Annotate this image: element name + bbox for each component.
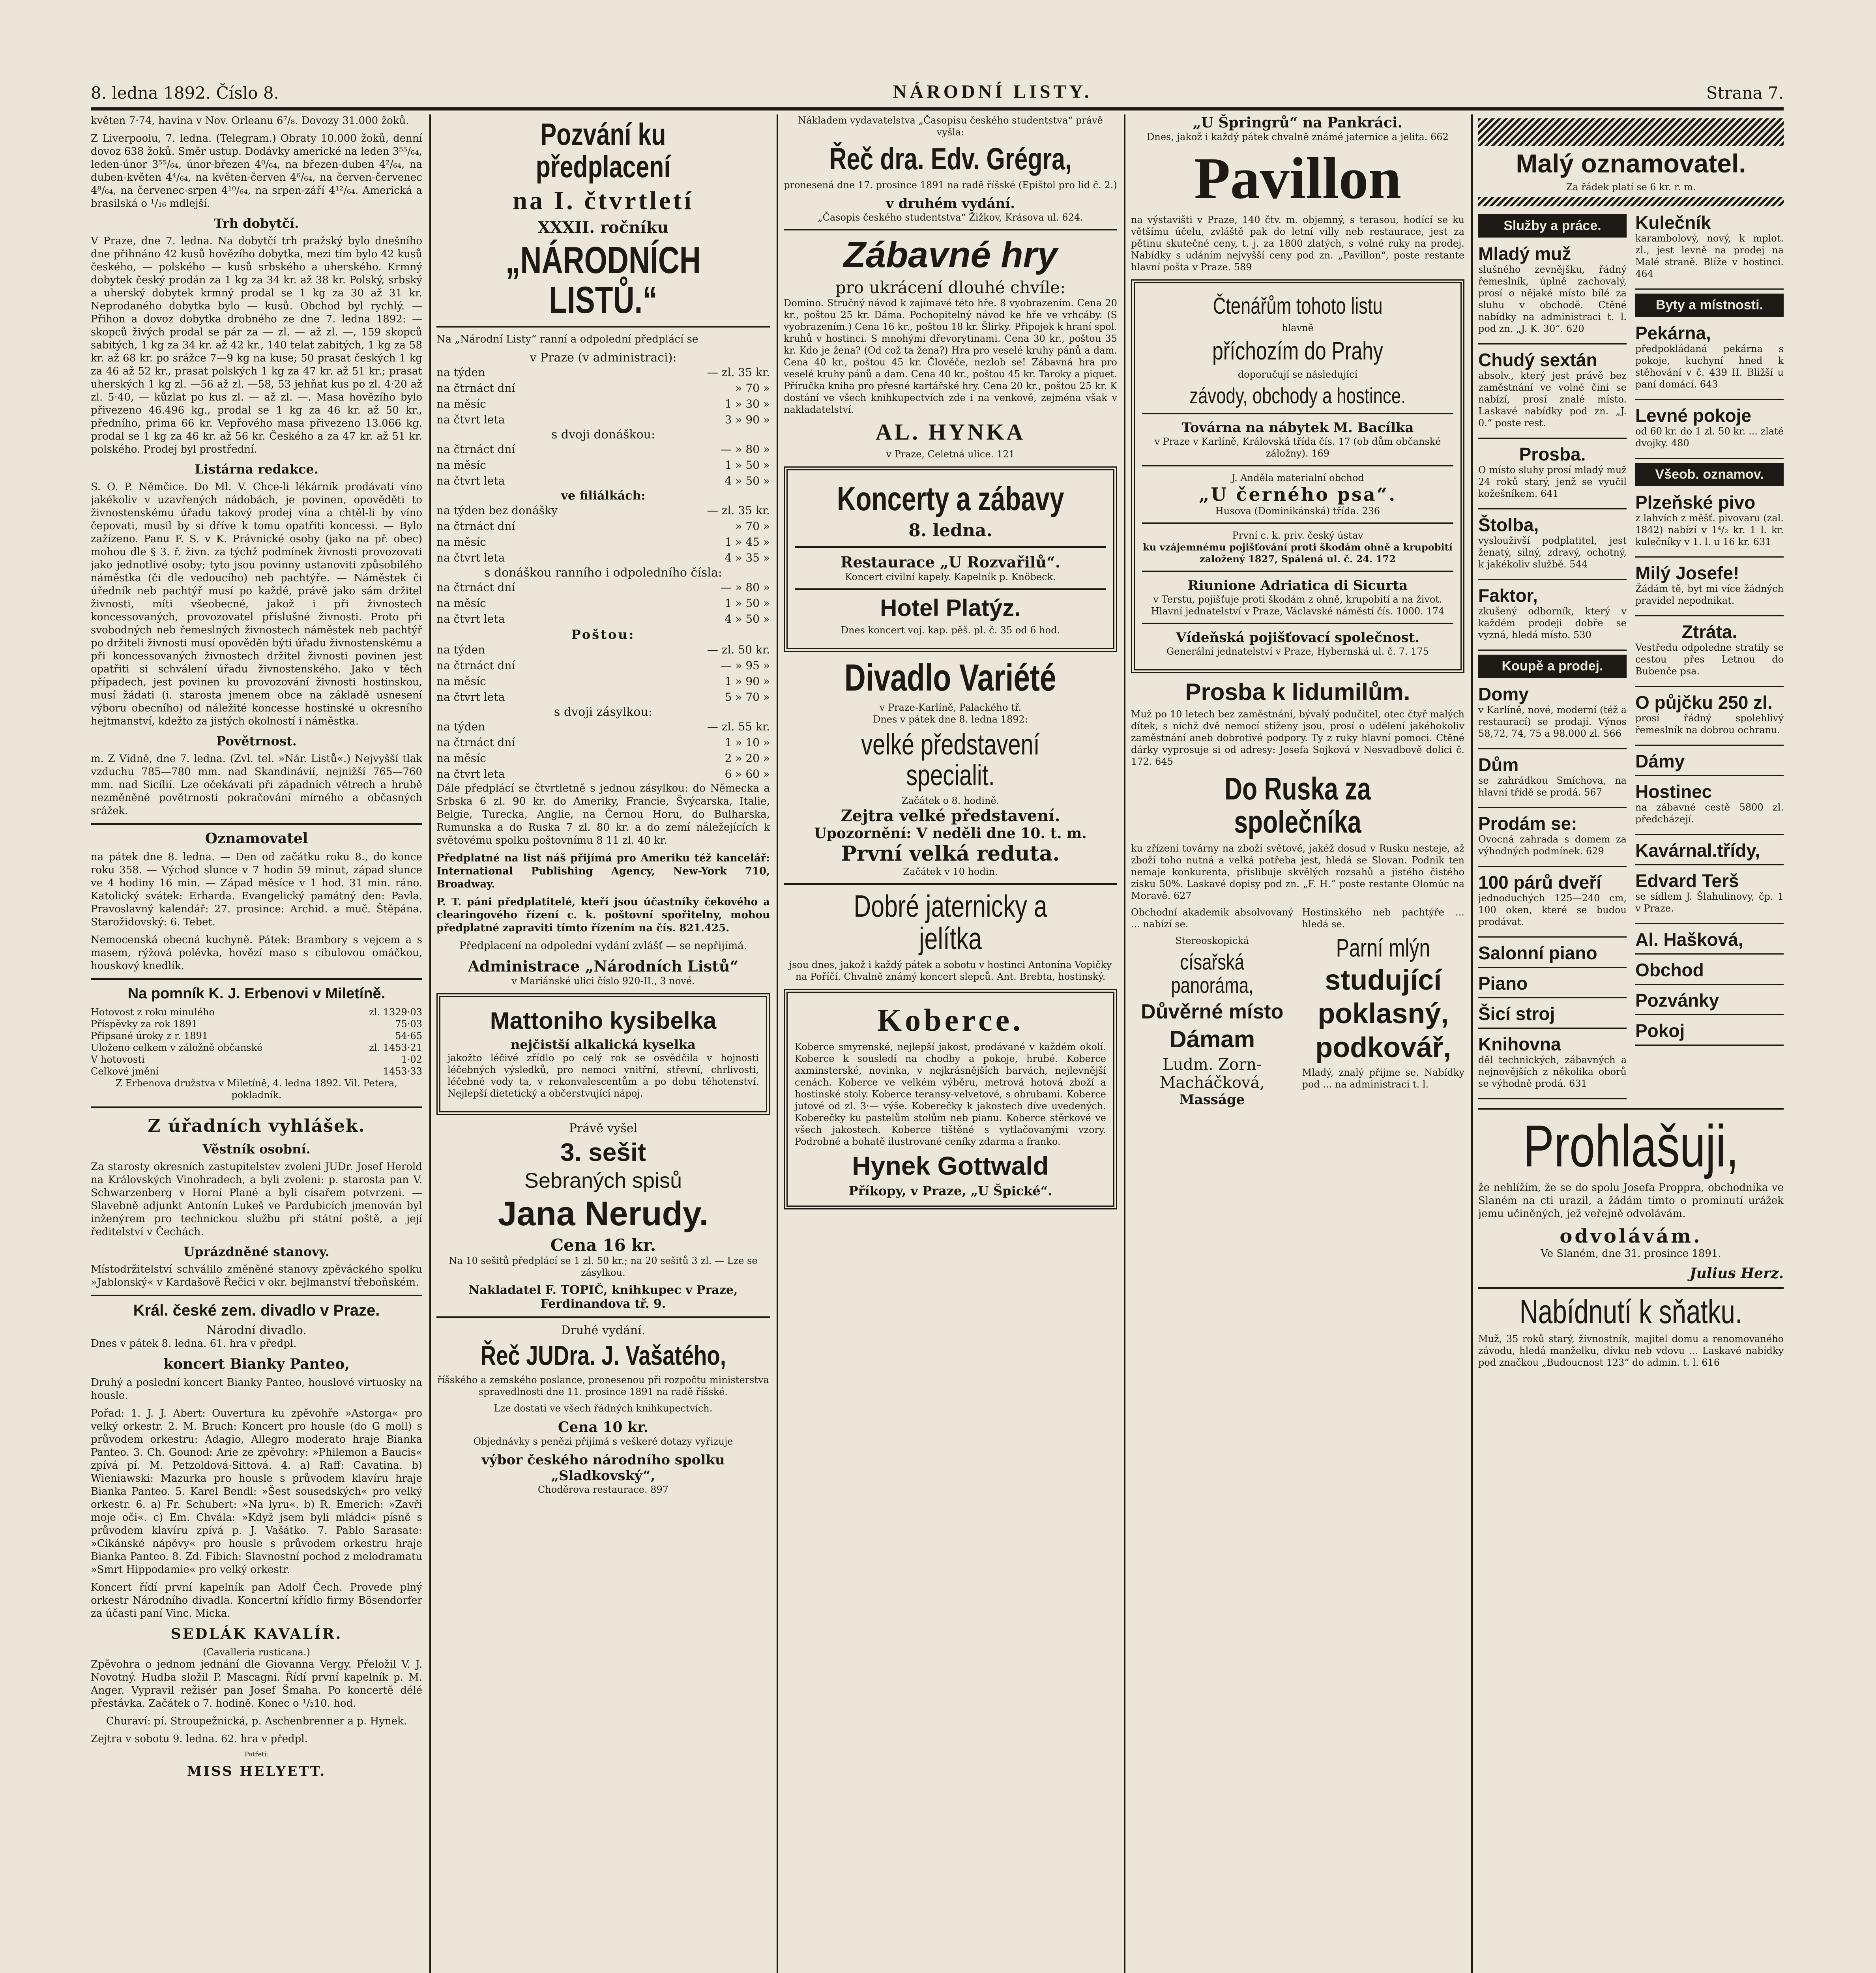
classified-ad: Levné pokoje od 60 kr. do 1 zl. 50 kr. ... zlaté dvojky. 480 — [1635, 403, 1784, 459]
price-row: na čtrnáct dní — » 95 » — [436, 659, 770, 672]
classified-ad: Chudý sextán absolv., který jest právě bez zaměstnání ve volné čini se nabízí, prosí znalé místo. Laskavé nabídky pod zn. „J. 0.“ poste rest. — [1478, 348, 1627, 439]
paragraph: P. T. páni předplatitelé, kteří jsou účastníky čekového a clearingového řízení c. k. poštovní spořitelny, mohou předplatné zapraviti tímto řízením na čís. 821.425. — [436, 896, 770, 934]
ornament — [1478, 118, 1784, 146]
price-row: na měsíc 1 » 50 » — [436, 458, 770, 472]
classified-ad: Štolba, vyslouživší podplatitel, jest ženatý, silný, zdravý, ochotný, k jakékoliv službě. 544 — [1478, 513, 1627, 580]
paragraph: Zejtra v sobotu 9. ledna. 62. hra v předpl. — [91, 1733, 308, 1745]
column-classifieds — [1478, 114, 1784, 1973]
price-row: na čtrnáct dní 1 » 10 » — [436, 736, 770, 749]
classified-ad: O půjčku 250 zl. prosí řádný spolehlivý řemeslník na dobrou ochranu. — [1635, 690, 1784, 746]
ad-publisher: AL. HYNKA — [875, 419, 1026, 445]
section-heading: Na pomník K. J. Erbenovi v Miletíně. — [127, 985, 386, 1002]
ad-title: 3. sešit — [560, 1138, 646, 1166]
play-title: MISS HELYETT. — [187, 1763, 326, 1779]
ad-address: v Praze, Celetná ulice. 121 — [886, 449, 1015, 460]
theatre-subtitle: Národní divadlo. — [206, 1323, 307, 1337]
divider — [1142, 413, 1453, 414]
ad-text: pronesená dne 17. prosince 1891 na radě říšské (Epištol pro lid č. 2.) — [784, 179, 1117, 191]
price-row: na čtrnáct dní » 70 » — [436, 381, 770, 395]
paragraph: Z Liverpoolu, 7. ledna. (Telegram.) Obraty 10.000 žoků, denní dovoz 638 žoků. Směr ustup. Dodávky americké na leden 3⁵⁵/₆₄, leden-únor 3⁵⁵/₆₄, únor-březen 4⁰/₆₄, na březen-duben 4²/₆₄, na duben-květen 4⁴/₆₄, na květen-červen 4⁶/₆₄, na červen-červenec 4⁸/₆₄, na červenec-srpen 4¹⁰/₆₄, na srpen-září 4¹²/₆₄. Americká a brasilská o ¹/₁₆ mdlejší. — [91, 133, 422, 210]
price-row: na čtvrt leta 4 » 50 » — [436, 612, 770, 625]
column-ads-1 — [784, 114, 1117, 1973]
ad-text: říšského a zemského poslance, pronesenou při rozpočtu ministerstva spravedlnosti dne 11. prosince 1891 na radě říšské. — [437, 1374, 769, 1398]
ad-subtitle: Ludm. Zorn-Macháčková, — [1159, 1055, 1265, 1092]
ad-title: Prohlašuji, — [1523, 1113, 1739, 1179]
ad-text: ku zřízení továrny na zboží světové, jakéž dosud v Rusku nesteje, až zboží toho nutná a velká potřeba jest, hledá se Slovan. Podnik ten nemaje konkurenta, přislibuje skvělých rozsahů a jistého čistého zisku 50%. Laskavé dopisy pod zn. „F. H.“ poste restante Olomúc na Moravě. 627 — [1131, 843, 1464, 902]
price-row: na čtvrt leta 3 » 90 » — [436, 413, 770, 426]
divider — [91, 1106, 422, 1108]
category-label: Koupě a prodej. — [1478, 655, 1627, 678]
section-heading: Listárna redakce. — [195, 462, 318, 477]
price-row: na čtrnáct dní — » 80 » — [436, 442, 770, 456]
ad-text: Začátek v 10 hodin. — [903, 866, 998, 877]
ad-text: Ve Slaném, dne 31. prosince 1891. — [1541, 1247, 1721, 1260]
divider — [1142, 623, 1453, 624]
price-row: na čtrnáct dní » 70 » — [436, 519, 770, 533]
ad-text: Začátek o 8. hodině. — [901, 795, 1000, 806]
ad-title: Důvěrné místo — [1141, 1000, 1284, 1023]
ad-subtitle: velké představení specialit. — [861, 728, 1040, 792]
classified-ad: Piano — [1478, 971, 1627, 998]
ad-concerts — [784, 466, 1117, 651]
ad-title: závody, obchody a hostince. — [1189, 383, 1406, 408]
ad-text: Zejtra velké představení. — [841, 806, 1060, 825]
ad-title: Zábavné hry — [843, 234, 1058, 275]
ad-text: doporučují se následující — [1238, 369, 1358, 380]
ad-text: Mladý, znalý přijme se. Nabídky pod ... na administraci t. l. — [1302, 1067, 1464, 1090]
paragraph: Místodržitelství schválilo změněné stanovy zpěváckého spolku »Jablonský« v Kardašově Řečici v okr. bejlmanství třeboňském. — [91, 1264, 422, 1288]
ad-text: že nehlížím, že se do spolu Josefa Proppra, obchodníka ve Slaném na cti urazil, a žádám tímto o prominutí urážek jemu učiněných, jež veřejně odvolávám. — [1478, 1181, 1784, 1220]
ad-text: Nákladem vydavatelstva „Časopisu českého studentstva“ právě vyšla: — [798, 115, 1103, 138]
ad-title: Dobré jaternicky a jelítka — [854, 888, 1047, 956]
ad-title: Jana Nerudy. — [498, 1194, 709, 1233]
venue-text: Dnes koncert voj. kap. pěš. pl. č. 35 od 6 hod. — [841, 624, 1060, 636]
ad-subtitle: XXXII. ročníku — [537, 218, 669, 237]
price-section: s dvoji zásylkou: — [554, 705, 652, 719]
paragraph: Dále předplácí se čtvrtletně s jednou zásylkou: do Německa a Srbska 6 zl. 90 kr. do Ameriky, Francie, Švýcarska, Italie, Belgie, Turecka, Anglie, na Černou Horu, do Bulharska, Rumunska a do Ruska 7 zl. 80 kr. a do zemí náležejících k světovému spolku poštovnímu 8 11 zl. 40 kr. — [436, 782, 770, 846]
price-section: s dvoji donáškou: — [551, 427, 655, 442]
paragraph: Dnes v pátek 8. ledna. 61. hra v předpl. — [91, 1338, 297, 1350]
ad-text: Hostinského neb pachtýře ... hledá se. — [1302, 907, 1464, 930]
classified-ad: Prosba. O místo sluhy prosí mladý muž 24 roků starý, jenž se vyučil kožešníkem. 641 — [1478, 442, 1627, 509]
signature: Z Erbenova družstva v Miletíně, 4. ledna 1892. Vil. Petera, pokladník. — [116, 1078, 397, 1101]
price-row: na čtvrt leta 6 » 60 » — [436, 767, 770, 781]
price-row: na týden — zl. 50 kr. — [436, 643, 770, 656]
section-heading: Povětrnost. — [216, 734, 297, 749]
ad-subtitle: v druhém vydání. — [886, 195, 1015, 212]
price-row: na měsíc 1 » 30 » — [436, 397, 770, 410]
classified-ad: Mladý muž slušného zevnějšku, řádný řemeslník, úplně zachovalý, prosí o nějaké místo bílé za sluhu v obchodě. Ctěné nabídky na administraci t. l. pod zn. „J. K. 30“. 620 — [1478, 241, 1627, 344]
divider — [91, 978, 422, 980]
classified-ad: Dámy — [1635, 749, 1784, 776]
opera-subtitle: (Cavalleria rusticana.) — [203, 1647, 310, 1658]
classified-ad: Šicí stroj — [1478, 1001, 1627, 1029]
price-section: ve filiálkách: — [561, 489, 646, 503]
header-left: 8. ledna 1892. Číslo 8. — [91, 83, 279, 103]
section-subtitle: Za řádek platí se 6 kr. r. m. — [1566, 182, 1696, 193]
paragraph: m. Z Vídně, dne 7. ledna. (Zvl. tel. »Nár. Listů«.) Nejvyšší tlak vzduchu 785—780 mm. nad Skandinávií, nejnižší 765—760 mm. nad Sicílií. Lze očekávati při západních větrech a hrubě nezměněné povětrnosti pokračování mírného a občasných srážek. — [91, 753, 422, 817]
column-divider — [1471, 114, 1473, 1973]
classified-ad: Kulečník karambolový, nový, k mplot. zl., jest levně na prodej na Malé straně. Blíže v hostinci. 464 — [1635, 210, 1784, 290]
classified-ad: Dům se zahrádkou Smíchova, na hlavní třídě se prodá. 567 — [1478, 753, 1627, 808]
ad-kicker: Druhé vydání. — [561, 1323, 646, 1337]
column-news — [91, 114, 422, 1973]
ad-title: Řeč dra. Edv. Grégra, — [829, 141, 1072, 176]
ad-text: Domino. Stručný návod k zajímavé této hře. 8 vyobrazením. Cena 20 kr., poštou 25 kr. Dáma. Pochopitelný návod ke hře ve vrhcáby. (S vyobrazením.) Cena 16 kr., poštou 18 kr. Šlirky. Připojek k hraní spol. kruhů v hostinci. S mnohými dřevorytinami. Cena 30 kr., poštou 35 kr. Kdo je žena? (Od což ta žena?) Hra pro veselé kruhy pánů a dam. Cena 40 kr., poštou 45 kr. Člověče, nezlob se! Zábavná hra pro veselé kruhy pánů a dam. Cena 40 kr., poštou 45 kr. Taroky a piquet. Příručka kniha pro přesné kartářské hry. Cena 20 kr., poštou 25 kr. K dostání ve všech knihkupectvích zde i na venkově, zejména však v nakladatelství. — [784, 298, 1117, 416]
page-header — [91, 71, 1784, 103]
price-row: na měsíc 1 » 90 » — [436, 674, 770, 688]
paragraph: na pátek dne 8. ledna. — Den od začátku roku 8., do konce roku 358. — Východ slunce v 7 hodin 59 minut, západ slunce ve 4 hodiny 16 min. — Západ měsíce v 1 hod. 31 min. ráno. Katolický svátek: Erharda. Evangelický památný den: Pavla. Pravoslavný kalendář: 27. prosince: Archid. a muč. Štěpána. Starožidovský: 6. Tebet. — [91, 851, 422, 928]
price-row: na měsíc 1 » 50 » — [436, 596, 770, 610]
classified-ad: Milý Josefe! Žádám tě, byt mi více žádných pravidel nepodnikat. — [1635, 561, 1784, 616]
ad-publisher: Nakladatel F. TOPIČ, knihkupec v Praze, Ferdinandova tř. 9. — [468, 1283, 738, 1311]
sub-heading: Uprázdněné stanovy. — [183, 1244, 330, 1259]
classified-ad: Knihovna děl technických, zábavných a nejnovějších z několika oborů se výhodně prodá. 631 — [1478, 1032, 1627, 1099]
paragraph: Druhý a poslední koncert Bianky Panteo, houslové virtuosky na housle. — [91, 1377, 422, 1402]
category-label: Služby a práce. — [1478, 214, 1627, 238]
ad-subtitle: nejčistší alkalická kyselka — [511, 1037, 696, 1052]
column-ads-2 — [1131, 114, 1464, 1973]
header-rule — [91, 107, 1784, 110]
ad-text: Lze dostati ve všech řádných knihkupectvích. — [494, 1403, 713, 1414]
listing-text: ku vzájemnému pojišťování proti škodám ohně a krupobití založený 1827, Spálená ul. č. 24. 172 — [1143, 541, 1453, 565]
column-divider — [777, 114, 778, 1973]
price-row: na čtrnáct dní — » 80 » — [436, 580, 770, 594]
ad-address: Příkopy, v Praze, „U Špické“. — [848, 1183, 1052, 1198]
divider — [436, 326, 770, 328]
divider — [784, 229, 1117, 230]
ad-title: císařská panoráma, — [1171, 949, 1254, 998]
ad-directory — [1131, 279, 1464, 674]
ad-title: podkovář, — [1315, 1031, 1451, 1063]
classified-ad: Ztráta. Vestředu odpoledne stratily se cestou přes Letnou do Bubenče psa. — [1635, 620, 1784, 687]
ad-subtitle: Sebraných spisů — [524, 1168, 682, 1192]
classified-ad: Pekárna, předpokládaná pekárna s pokoje, kuchyní hned k stěhování v č. 439 II. Bližší u paní domácí. 643 — [1635, 321, 1784, 400]
paragraph: Nemocenská obecná kuchyně. Pátek: Brambory s vejcem a s masem, rýžová polévka, hovězí maso s cibulovou omáčkou, houskový knedlík. — [91, 934, 422, 972]
column-subscription — [436, 114, 770, 1973]
classified-ad: Plzeňské pivo z lahvích z měšť. pivovaru (zal. 1842) nabízí v 1⁴/₂ kr. 1 l. kr. kulečníky v 1. l. u 16 kr. 631 — [1635, 490, 1784, 558]
ad-text: Dnes, jakož i každý pátek chvalně známé jaternice a jelita. 662 — [1147, 131, 1449, 142]
section-heading: Trh dobytčí. — [214, 216, 299, 231]
ad-text: Koberce smyrenské, nejlepší jakost, prodávané v každém okolí. Koberce k sousledí na chodby a pokoje, hrubé. Koberce axminsterské, novinka, v nejkrásnějších barvách, nejlevnější cenách. Koberce ve velkém výběru, metrová hotová zboží a hostinské stoly. Koberce teransy-velvetové, s obrubami. Koberce jutové od zl. 3·— výše. Koberečky k jakostech díve uvedených. Koberečky ku pastelům stolům neb pianu. Koberce stěrkové ve všech jakostech. Koberce tištěné s vytlačovanými vzory. Podrobné a bohatě ilustrované ceníky zdarma a franko. — [795, 1041, 1106, 1147]
ad-title: Koncerty a zábavy — [837, 480, 1064, 518]
table-row: Hotovost z roku minulého zl. 1329·03 — [91, 1007, 422, 1018]
theatre-title: Král. české zem. divadlo v Praze. — [133, 1302, 380, 1319]
ad-text: hlavně — [1282, 322, 1314, 334]
price-row: na týden — zl. 55 kr. — [436, 720, 770, 733]
ad-title: První velká reduta. — [841, 841, 1060, 866]
ad-title: „U Špringrů“ na Pankráci. — [1193, 114, 1403, 131]
classified-ad: Hostinec na zábavné cestě 5800 zl. předcházejí. — [1635, 779, 1784, 835]
ad-text: Na 10 sešitů předplácí se 1 zl. 50 kr.; na 20 sešitů 3 zl. — Lze se zásylkou. — [449, 1255, 758, 1278]
divider — [784, 883, 1117, 885]
paragraph: Zpěvohra o jednom jednání dle Giovanna Vergy. Přeložil V. J. Novotný. Hudba složil P. Mascagni. Řídí první kapelník p. M. Anger. Vypravil režisér pan Josef Šmaha. Po koncertě délé přestávka. Začátek o 7. hodině. Konec o ¹/₂10. hod. — [91, 1659, 422, 1709]
ad-title: studující — [1325, 964, 1442, 996]
price-row: na čtvrt leta 4 » 50 » — [436, 474, 770, 487]
column-divider — [1124, 114, 1125, 1973]
listing-title: Riunione Adriatica di Sicurta — [1187, 578, 1408, 594]
ad-text: Muž po 10 letech bez zaměstnání, bývalý podučitel, otec čtyř malých dítek, s nichž dvě nemocí stiženy jsou, prosí o udělení jakéhokoliv zaměstnání aneb dobrotivé podpory. Ty z ruky hlavní pomoci. Ctěné dárky vyprosuje si od adresy: Josefa Sojková v Nesvadbově dolici č. 172. 645 — [1131, 709, 1464, 767]
listing-text: v Terstu, pojišťuje proti škodám z ohně, krupobití a na život. Hlavní jednatelství v Praze, Václavské náměstí čís. 1000. 174 — [1151, 594, 1445, 617]
venue-title: Hotel Platýz. — [880, 594, 1021, 621]
divider — [436, 1316, 770, 1318]
price-row: na čtvrt leta 4 » 35 » — [436, 551, 770, 564]
paragraph: Za starosty okresních zastupitelstev zvoleni JUDr. Josef Herold na Královských Vinohradech, a byli zvoleni: p. starosta pan V. Schwarzenberg v Horní Plané a byli císařem potvrzeni. — Slavebně adjunkt Antonín Lukeš ve Pardubicích jmenován byl inženýrem pro technickou službu při státní poště, a její ředitelství v Čechách. — [91, 1161, 422, 1238]
ad-emphasis: odvolávám. — [1560, 1225, 1702, 1247]
ad-date: 8. ledna. — [908, 520, 992, 541]
category-label: Všeob. oznamov. — [1635, 463, 1784, 486]
classified-ad: Prodám se: Ovocná zahrada s domem za výhodných podmínek. 629 — [1478, 811, 1627, 867]
ad-text: „Časopis českého studentstva“ Žižkov, Krásova ul. 624. — [818, 212, 1083, 223]
classified-ad: Salonní piano — [1478, 941, 1627, 968]
section-heading: Oznamovatel — [205, 830, 308, 847]
divider — [1478, 1108, 1784, 1110]
ornament — [1478, 197, 1784, 206]
ad-title: Dámam — [1169, 1026, 1255, 1052]
paragraph: S. O. P. Němčice. Do Ml. V. Chce-li lékárník prodávati víno jakékoliv v uzavřených nádobách, je povinen, opověděti to živnostenskému úřadu takový prodej vína a chtěl-li by víno čepovati, musil by si dříve k tomu opatřiti koncessi. — Bylo zažízeno. Panu F. S. v K. Právnické osoby (jako na př. obec) mohou dle § 3. ř. živn. za týchž podmínek živnosti provozovati jako jednotlivé osoby; tyto jsou povinny ustanoviti způsobilého náměstka (či dle vedoucího) neb pachtýře. — Náměstek či úředník neb pachtýř musí po každé, právě jako sám držitel živnosti, míti všeobecné, jakož i při živnostech koncessovaných, provozovatel příslušné živnosti. Proto při svobodných neb řemeslných živnostech náměstek neb pachtýř po držiteli živnosti musí opověděn býti úřadu živnostenskému a při koncessovaných živnostech držitel živnosti povinen jest opatřiti si schválení úřadu živnostenského. Jako v těch případech, jest povinen ku provozování živnosti hostinskou, musí žádati (i. starosta jmenem obce na základě usnesení výboru obecního) od náležité koncesse hostinské u okresního hejtmanství, kdežto za jistých okolností i náměstka. — [91, 481, 422, 727]
section-heading: Z úřadních vyhlášek. — [148, 1116, 365, 1136]
classifieds-grid — [1478, 210, 1784, 1103]
ad-text: Stereoskopická — [1175, 935, 1249, 947]
ad-address: Choděrova restaurace. 897 — [537, 1484, 669, 1496]
divider — [91, 1295, 422, 1296]
ad-title: na I. čtvrtletí — [513, 186, 694, 215]
ad-date: Dnes v pátek dne 8. ledna 1892: — [873, 714, 1028, 725]
classified-ad: Obchod — [1635, 958, 1784, 985]
ad-title: Parní mlýn — [1336, 934, 1430, 962]
divider — [1142, 571, 1453, 572]
ad-title: Koberce. — [877, 1003, 1024, 1038]
price-section: s donáškou ranního i odpoledního čísla: — [484, 565, 722, 580]
header-right: Strana 7. — [1706, 83, 1784, 103]
listing-title: „U černého psa“. — [1198, 484, 1397, 505]
table-row: Připsané úroky z r. 1891 54·65 — [91, 1030, 422, 1041]
paragraph: Potřetí: — [244, 1750, 269, 1758]
masthead: NÁRODNÍ LISTY. — [893, 81, 1092, 102]
listing-text: Husova (Dominikánská) třída. 236 — [1215, 505, 1380, 517]
listing-text: Generální jednatelství v Praze, Hybernská ul. č. 7. 175 — [1166, 646, 1429, 657]
ad-text: jakožto léčivé zřídlo po celý rok se osvědčila v hojnosti léčebných výsledků, pro nemoci vnitřní, střevní, chrlivosti, léčebné vody ta, v rekonvalescentům a po dobu těhotenství. Nejlepší dietetický a občerstvující nápoj. — [447, 1052, 759, 1099]
ad-title: Pavillon — [1194, 146, 1402, 211]
classified-ad: 100 párů dveří jednoduchých 125—240 cm, 100 oken, které se budou prodávat. — [1478, 870, 1627, 938]
ad-mattoni — [436, 993, 770, 1115]
ad-price: Cena 16 kr. — [550, 1235, 656, 1255]
ad-title: Pozvání ku předplacení — [535, 117, 671, 184]
price-row: na měsíc 1 » 45 » — [436, 535, 770, 548]
ad-title: Řeč JUDra. J. Vašatého, — [480, 1340, 726, 1371]
column-divider — [429, 114, 431, 1973]
classified-ad: Faktor, zkušený odborník, který v každém prodeji dobře se vyzná, hledá místo. 530 — [1478, 583, 1627, 651]
ad-price: Cena 10 kr. — [558, 1419, 649, 1436]
listing-text: v Praze v Karlíně, Královská třída čís. 17 (ob dům občanské záložny). 169 — [1154, 436, 1441, 459]
ad-text: na výstavišti v Praze, 140 čtv. m. objemný, s terasou, hodící se ku většímu účelu, zvláště pak do letní villy neb restaurace, jest za pětinu skutečné ceny, t. j. za 1800 zlatých, s volné ruky na prodej. Nabídky s udáním nejvyšší ceny pod zn. „Pavillon“, poste restante hlavní pošta v Praze. 589 — [1131, 214, 1464, 273]
ad-subtitle: Masságe — [1180, 1091, 1245, 1108]
paragraph: V Praze, dne 7. ledna. Na dobytčí trh pražský bylo dnešního dne přihnáno 42 kusů hovězího dobytka, mezi tím bylo 42 kusů českého, — polského — kusů srbského a uherského. Krmný dobytek český prodán za 1 kg za 34 kr. až 38 kr. Polský, srbský a uherský dobytek krmný prodal se 1 kg za 30 až 31 kr. Neprodaného dobytka bylo — kusů. Obchod byl rychlý. — Přihon a dovoz dobytka drobného ze dne 7. ledna 1892: — skopců živých prodal se pár za — zl. — až zl. —, 159 skopců sabitých, 1 kg za 34 kr. až 42 kr., 140 telat zabitých, 1 kg za 58 kr. až 68 kr. po srážce 7—9 kg na kuse; 50 prasat českých 1 kg za 46 až 52 kr., prasat polských 1 kg za 47 kr. až 51 kr.; prasat uherských 1 kg zl. —56 až zl. —58, 53 jehňat kus po zl. 4·20 až zl. 5·40, — kůzlat po kus zl. — až zl. —. Masa hovězího bylo přivezeno 46.496 kg., prodal se 1 kg za 46 kr. až 50 kr., předního, prima 66 kr. Vepřového masa přivezeno 13.066 kg. prodal se 1 kg za 46 kr. až 56 kr. Českého a za 47 kr. až 51 kr. polského. Prodej byl prostřední. — [91, 235, 422, 455]
paragraph: Předplacení na odpolední vydání zvlášť — se nepřijímá. — [459, 940, 747, 952]
ad-title: Divadlo Variété — [844, 656, 1056, 699]
ad-title: Prosba k lidumilům. — [1185, 679, 1410, 706]
table-row: Uloženo celkem v záložně občanské zl. 1453·21 — [91, 1042, 422, 1053]
price-row: na týden bez donášky — zl. 35 kr. — [436, 504, 770, 517]
classified-ad: Domy v Karlíně, nové, moderní (též a restaurací) se prodají. Výnos 58,72, 74, 75 a 98.000 zl. 566 — [1478, 682, 1627, 749]
section-title: Malý oznamovatel. — [1516, 149, 1746, 178]
venue-text: Koncert civilní kapely. Kapelník p. Knöbeck. — [845, 571, 1056, 582]
ad-publisher: výbor českého národního spolku „Sladkovský“, — [481, 1452, 725, 1484]
divider — [1142, 465, 1453, 466]
ad-title: příchozím do Prahy — [1212, 337, 1383, 365]
divider — [795, 546, 1106, 548]
divider — [1142, 522, 1453, 524]
ad-text: Obchodní akademik absolvovaný ... nabízí se. — [1131, 907, 1294, 930]
concert-title: koncert Bianky Panteo, — [163, 1356, 350, 1372]
table-row: Příspěvky za rok 1891 75·03 — [91, 1018, 422, 1030]
classified-ad: Pokoj — [1635, 1018, 1784, 1046]
ad-text: Objednávky s penězi přijímá s veškeré dotazy vyřizuje — [473, 1436, 733, 1447]
category-label: Byty a místnosti. — [1635, 294, 1784, 317]
ad-title: Do Ruska za společníka — [1224, 771, 1371, 840]
ad-title: Nabídnutí k sňatku. — [1519, 1293, 1743, 1330]
admin-address: v Mariánské ulici číslo 920-II., 3 nové. — [511, 975, 695, 986]
table-row: Celkové jmění 1453·33 — [91, 1066, 422, 1077]
ad-title: „NÁRODNÍCH LISTŮ.“ — [505, 239, 701, 321]
ad-carpets — [784, 989, 1117, 1209]
paragraph: Na „Národní Listy“ ranní a odpolední předplácí se — [436, 333, 698, 345]
divider — [795, 588, 1106, 590]
paragraph: Předplatné na list náš přijímá pro Ameriku též kancelář: International Publishing Agency, New-York 710, Broadway. — [436, 852, 770, 890]
price-section: v Praze (v administraci): — [530, 350, 677, 365]
opera-title: SEDLÁK KAVALÍR. — [170, 1626, 343, 1642]
ad-text: jsou dnes, jakož i každý pátek a sobotu v hostinci Antonína Vopičky na Poříčí. Chvalně známý koncert slepců. Ant. Brebta, hostinský. — [789, 959, 1112, 982]
venue-title: Restaurace „U Rozvařilů“. — [840, 553, 1061, 571]
ad-signature: Julius Herz. — [1689, 1265, 1784, 1282]
classified-ad: Edvard Terš se sídlem J. Šlahulinovy, čp. 1 v Praze. — [1635, 869, 1784, 924]
paragraph: Koncert řídí první kapelník pan Adolf Čech. Provede plný orkestr Národního divadla. Koncertní křídlo firmy Bösendorfer za účasti paní Vinc. Micka. — [91, 1582, 422, 1619]
listing-title: Továrna na nábytek M. Bacílka — [1181, 420, 1414, 436]
ad-title: Mattoniho kysibelka — [490, 1007, 717, 1034]
price-section: Poštou: — [571, 627, 635, 642]
admin-title: Administrace „Národních Listů“ — [468, 957, 739, 975]
table-row: V hotovosti 1·02 — [91, 1054, 422, 1065]
listing-title: J. Anděla materialní obchod — [1231, 472, 1364, 484]
ad-text: Upozornění: V neděli dne 10. t. m. — [814, 825, 1087, 842]
divider — [1478, 1287, 1784, 1289]
listing-title: První c. k. priv. český ústav — [1232, 530, 1363, 541]
ad-twocol — [1131, 906, 1464, 1107]
divider — [91, 823, 422, 825]
paragraph: květen 7·74, havina v Nov. Orleanu 6⁷/₈. Dovozy 31.000 žoků. — [91, 115, 409, 127]
ad-kicker: Právě vyšel — [569, 1121, 638, 1135]
ad-title: poklasný, — [1318, 998, 1449, 1030]
ad-text: Muž, 35 roků starý, živnostník, majitel domu a renomovaného závodu, hledá manželku, dívku neb vdovu ... Laskavé nabídky pod značkou „Budoucnost 123“ do admin. t. l. 616 — [1478, 1333, 1784, 1368]
price-row: na měsíc 2 » 20 » — [436, 751, 770, 765]
program: Pořad: 1. J. J. Abert: Ouvertura ku zpěvohře »Astorga« pro velký orkestr. 2. M. Bruch: Koncert pro housle (do G moll) s průvodem orkestru: Adagio, Allegro moderato hraje Bianka Panteo. 3. Ch. Gounod: Arie ze zpěvohry: »Philemon a Baucis« zpívá pí. M. Petzoldová-Sittová. 4. a) Raff: Cavatina. b) Wieniawski: Mazurka pro housle s průvodem klavíru hraje Bianka Panteo. 5. Karel Bendl: »Šest sousedských« pro velký orkestr. 6. a) Fr. Schubert: »Na lyru«. b) R. Emerich: »Zavři moje oči«. c) Em. Chvála: »Když jsem byli mládci« písně s průvodem klavíru zpívá p. J. Vašátko. 7. Pablo Sarasate: »Cikánské nápěvy« pro housle s průvodem orkestru hraje Bianka Panteo. 8. Zd. Fibich: Slavnostní pochod z melodramatu »Smrt Hippodamie« pro velký orkestr. — [91, 1408, 422, 1576]
classified-ad: Al. Hašková, — [1635, 927, 1784, 955]
ad-publisher: Hynek Gottwald — [852, 1151, 1049, 1180]
price-row: na týden — zl. 35 kr. — [436, 365, 770, 379]
ad-address: v Praze-Karlíně, Palackého tř. — [879, 702, 1022, 713]
ad-title: Čtenářům tohoto listu — [1213, 293, 1383, 319]
sub-heading: Věstník osobní. — [202, 1142, 311, 1157]
price-row: na čtvrt leta 5 » 70 » — [436, 690, 770, 704]
ad-subtitle: pro ukrácení dlouhé chvíle: — [835, 278, 1066, 298]
listing-title: Vídeňská pojišťovací společnost. — [1176, 630, 1420, 646]
paragraph: Churaví: pí. Stroupežnická, p. Aschenbrenner a p. Hynek. — [106, 1715, 407, 1727]
classified-ad: Pozvánky — [1635, 988, 1784, 1015]
classified-ad: Kavárnal.třídy, — [1635, 838, 1784, 865]
